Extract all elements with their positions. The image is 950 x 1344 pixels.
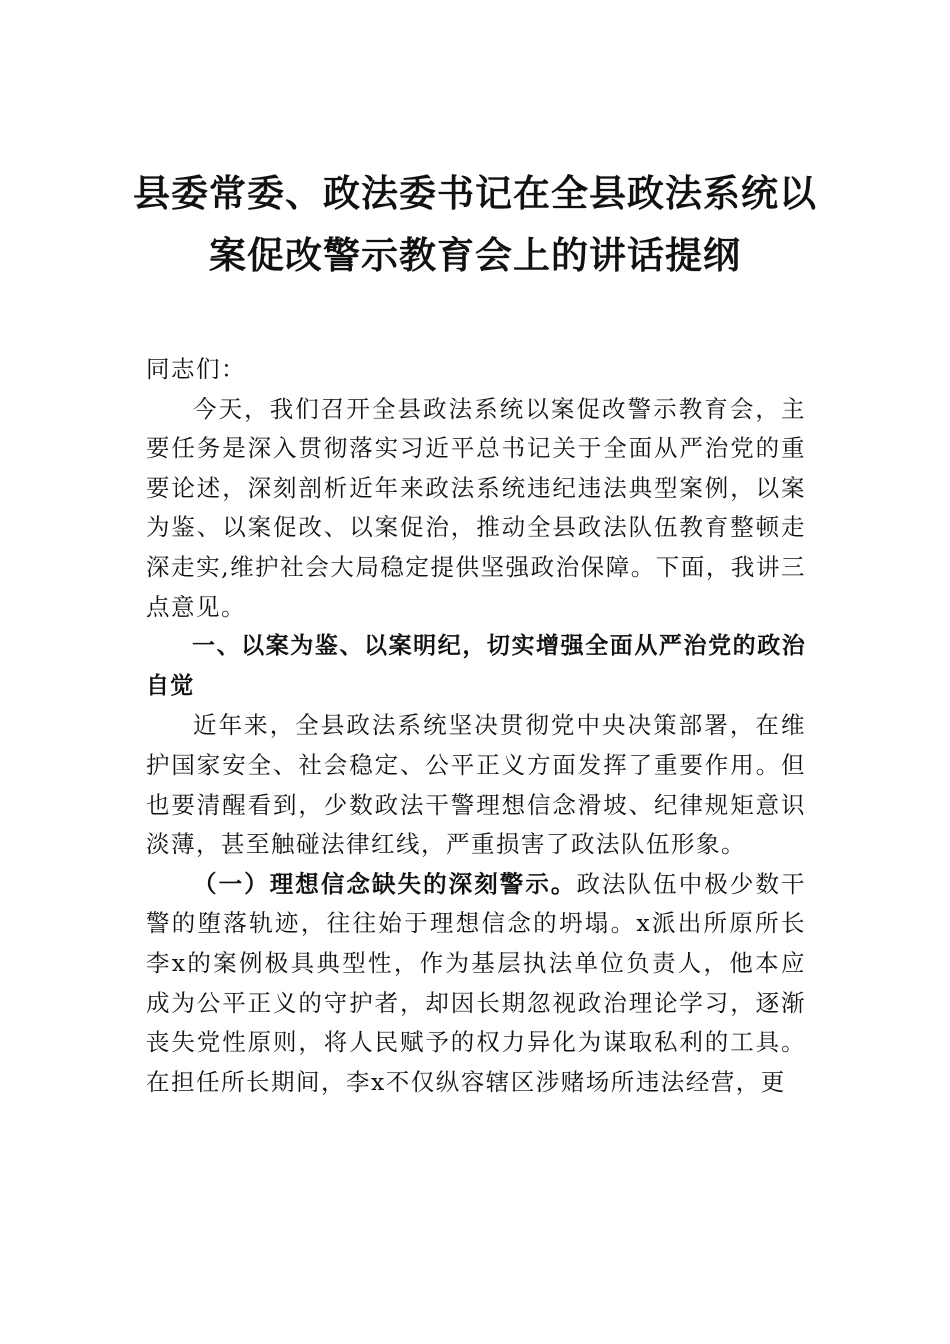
document-title (120, 162, 830, 286)
subsection-1-lead: （一）理想信念缺失的深刻警示。 (193, 869, 577, 898)
section-1-heading: 一、以案为鉴、以案明纪，切实增强全面从严治党的政治自觉 (146, 633, 806, 699)
subsection-1-paragraph (146, 865, 806, 1103)
section-1-paragraph: 近年来，全县政法系统坚决贯彻党中央决策部署，在维护国家安全、社会稳定、公平正义方面发挥了重要作用。但也要清醒看到，少数政法干警理想信念滑坡、纪律规矩意识淡薄，甚至触碰法律红线，严重损害了政法队伍形象。 (146, 711, 806, 859)
document-body (146, 350, 806, 1102)
subsection-1-text: 政法队伍中极少数干警的堕落轨迹，往往始于理想信念的坍塌。x派出所原所长李x的案例极具典型性，作为基层执法单位负责人，他本应成为公平正义的守护者，却因长期忽视政治理论学习，逐渐丧失党性原则，将人民赋予的权力异化为谋取私利的工具。在担任所长期间，李x不仅纵容辖区涉赌场所违法经营，更 (146, 869, 807, 1096)
salutation: 同志们： (146, 355, 246, 383)
title-line-2: 案促改警示教育会上的讲话提纲 (209, 233, 741, 277)
title-line-1: 县委常委、政法委书记在全县政法系统以 (133, 171, 817, 215)
intro-paragraph: 今天，我们召开全县政法系统以案促改警示教育会，主要任务是深入贯彻落实习近平总书记关于全面从严治党的重要论述，深刻剖析近年来政法系统违纪违法典型案例，以案为鉴、以案促改、以案促治，推动全县政法队伍教育整顿走深走实,维护社会大局稳定提供坚强政治保障。下面，我讲三点意见。 (146, 394, 806, 621)
